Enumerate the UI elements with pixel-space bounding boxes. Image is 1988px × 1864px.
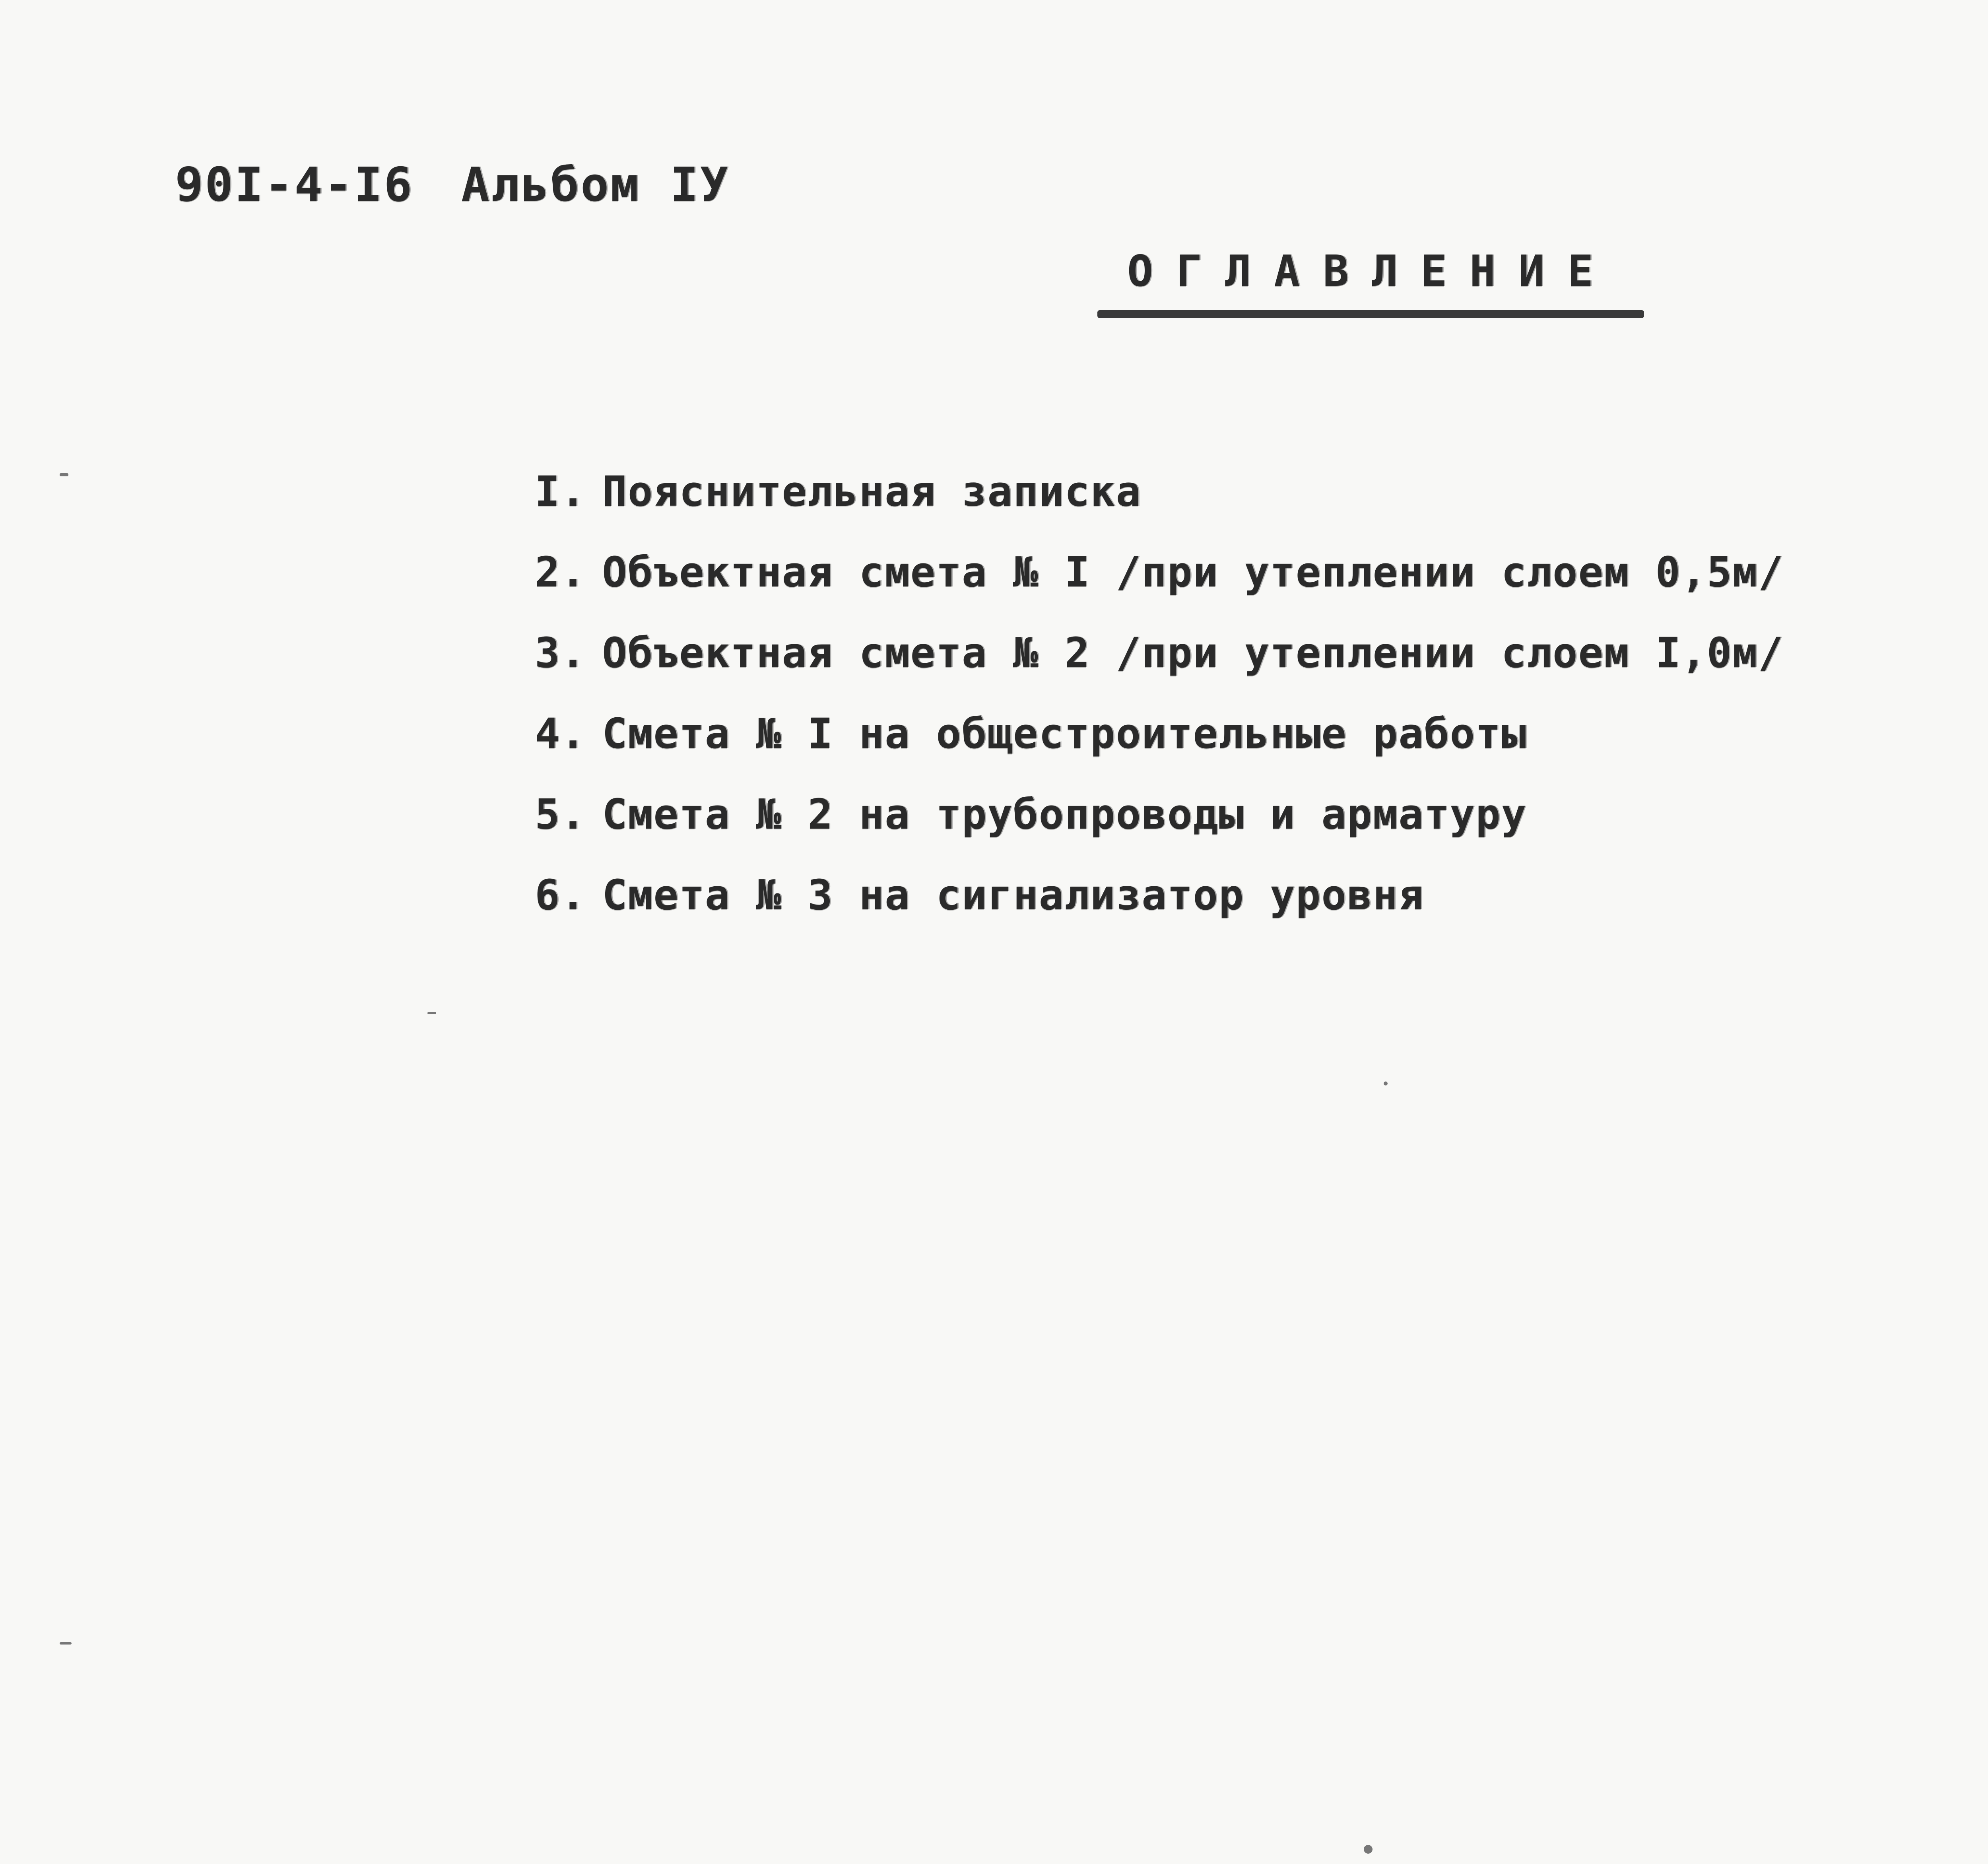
scan-speck — [427, 1012, 436, 1014]
toc-item-number: 2. — [535, 548, 586, 596]
toc-item-number: I. — [535, 467, 586, 516]
toc-item-5 — [535, 790, 1784, 871]
toc-item-number: 3. — [535, 629, 586, 677]
toc-item-text: Смета № 3 на сигнализатор уровня — [602, 871, 1424, 919]
toc-item-text: Объектная смета № 2 /при утеплении слоем I,0м/ — [602, 629, 1784, 677]
scan-speck — [1364, 1845, 1373, 1854]
toc-item-2 — [535, 548, 1784, 629]
scan-speck — [1384, 1082, 1388, 1085]
scan-speck — [60, 1642, 72, 1645]
album-label: Альбом IУ — [461, 157, 730, 212]
toc-item-number: 6. — [535, 871, 586, 919]
toc-item-text: Пояснительная записка — [602, 467, 1142, 516]
toc-item-text: Смета № I на общестроительные работы — [602, 709, 1527, 758]
toc-list — [535, 467, 1784, 951]
toc-item-6 — [535, 871, 1784, 951]
toc-item-text: Объектная смета № I /при утеплении слоем 0,5м/ — [602, 548, 1784, 596]
toc-item-1 — [535, 467, 1784, 548]
toc-item-3 — [535, 629, 1784, 709]
document-code: 90I-4-I6 — [175, 157, 414, 212]
toc-title: ОГЛАВЛЕНИЕ — [1127, 247, 1617, 296]
toc-item-number: 5. — [535, 790, 586, 839]
toc-item-text: Смета № 2 на трубопроводы и арматуру — [602, 790, 1527, 839]
title-underline — [1097, 310, 1644, 318]
toc-item-4 — [535, 709, 1784, 790]
toc-item-number: 4. — [535, 709, 586, 758]
scan-speck — [60, 473, 68, 476]
